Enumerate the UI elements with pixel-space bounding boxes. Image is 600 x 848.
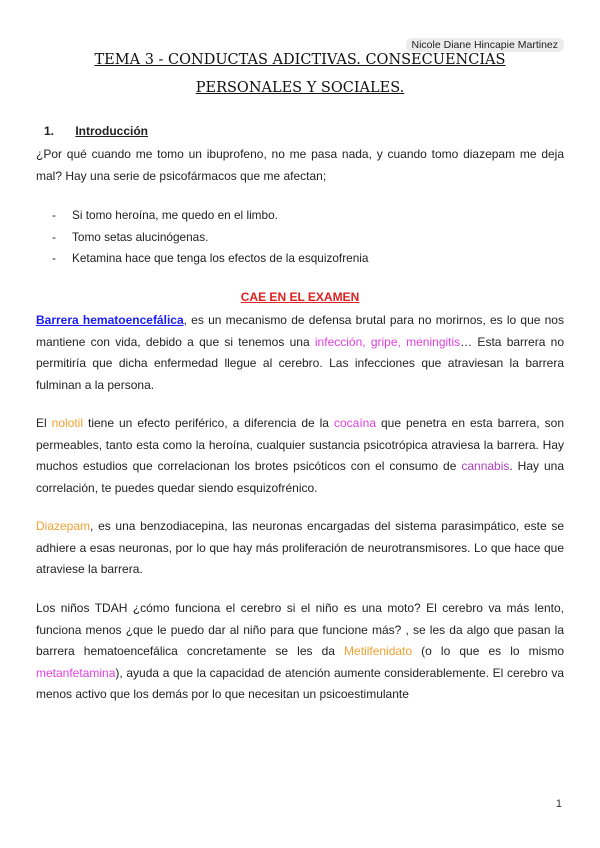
section-number: 1. [44, 124, 55, 138]
dash-bullet-icon: - [52, 251, 56, 265]
keyword-diazepam: Diazepam [36, 519, 91, 533]
intro-paragraph: ¿Por qué cuando me tomo un ibuprofeno, no me pasa nada, y cuando tomo diazepam me deja mal? Hay una serie de psicofármacos que me afectan; [36, 147, 564, 183]
keyword-cocaina: cocaína [333, 416, 376, 430]
dash-bullet-icon: - [52, 208, 56, 222]
document-title-line-1: TEMA 3 - CONDUCTAS ADICTIVAS. CONSECUENCIAS [94, 52, 506, 68]
paragraph-tdah: Los niños TDAH ¿cómo funciona el cerebro si el niño es una moto? El cerebro va más lento, funciona menos ¿que le puedo dar al niño para que funcione más? , se les da algo que pasan la barrera hematoencefálica concretamente se les da Metilfenidato (o lo que es lo mismo metanfetamina), ayuda a que la capacidad de atención aumente considerablemente. El cerebro va menos activo que los demás por lo que necesitan un psicoestimulante [36, 601, 564, 701]
keyword-cannabis: cannabis [461, 459, 510, 473]
list-item: - Tomo setas alucinógenas. [52, 227, 368, 249]
document-title-line-2: PERSONALES Y SOCIALES. [195, 80, 405, 96]
paragraph-blood-brain-barrier: Barrera hematoencefálica, es un mecanismo de defensa brutal para no morirnos, es lo que nos mantiene con vida, debido a que si tenemos una infección, gripe, meningitis… Esta barrera no permitiría que dicha enfermedad llegue al cerebro. Las infecciones que atraviesan la barrera fulminan a la persona. [36, 313, 565, 392]
page-number: 1 [555, 798, 562, 810]
section-label: Introducción [75, 124, 149, 138]
exam-heading: CAE EN EL EXAMEN [240, 290, 360, 304]
keyword-nolotil: nolotil [51, 416, 84, 430]
keyword-metilfenidato: Metilfenidato [344, 644, 413, 658]
section-heading [44, 124, 148, 138]
list-item: - Ketamina hace que tenga los efectos de la esquizofrenia [52, 248, 368, 270]
highlight-infections: infección, gripe, meningitis [314, 334, 461, 349]
list-item: - Si tomo heroína, me quedo en el limbo. [52, 205, 368, 227]
keyword-metanfetamina: metanfetamina [36, 665, 116, 680]
paragraph-nolotil: El nolotil tiene un efecto periférico, a diferencia de la cocaína que penetra en esta barrera, son permeables, tanto esta como la heroína, cualquier sustancia psicotrópica atraviesa la barrera. Hay muchos estudios que correlacionan los brotes psicóticos con el consumo de cannabis. Hay una correlación, te puedes quedar siendo esquizofrénico. [36, 416, 564, 495]
keyword-barrera: Barrera hematoencefálica [36, 313, 184, 327]
paragraph-diazepam: Diazepam, es una benzodiacepina, las neuronas encargadas del sistema parasimpático, este se adhiere a esas neuronas, por lo que hay más proliferación de neurotransmisores. Lo que hace que atraviese la barrera. [36, 519, 564, 576]
author-badge: Nicole Diane Hincapie Martinez [406, 38, 564, 52]
dash-bullet-icon: - [52, 229, 56, 244]
bullet-list [52, 205, 368, 270]
